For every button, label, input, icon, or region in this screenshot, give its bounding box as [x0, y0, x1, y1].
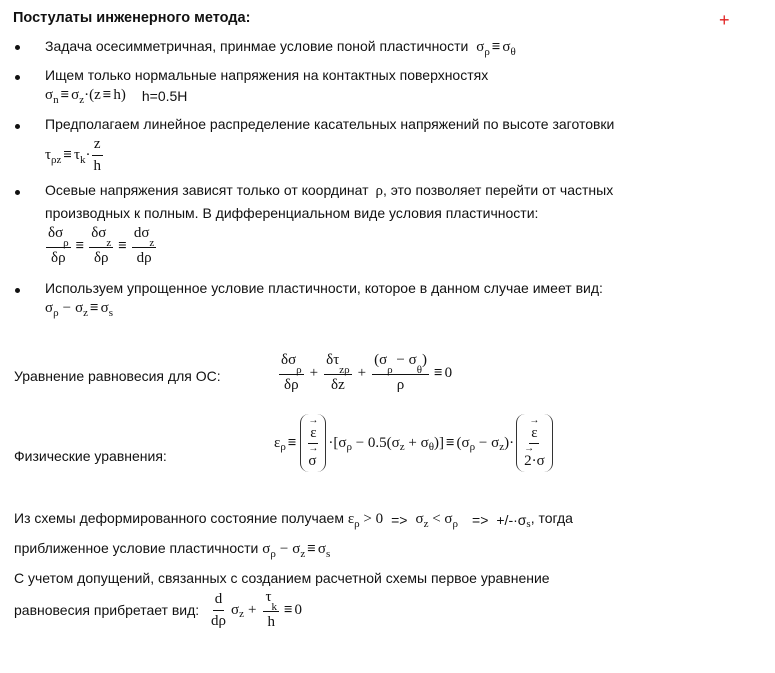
eq-token: δτ: [326, 352, 340, 368]
eq-token: 2·σ: [524, 453, 545, 469]
eq-token: ρz: [51, 153, 62, 166]
eq-token: ρ: [469, 441, 476, 453]
eq-token: ≡: [102, 87, 112, 103]
eq-token: ρ: [346, 441, 352, 453]
equilibrium-label: Уравнение равновесия для ОС:: [14, 368, 221, 384]
eq-token: dρ: [211, 612, 226, 629]
eq-token: −: [62, 300, 72, 316]
eq-token: s: [526, 517, 531, 530]
equation-shear-distribution: [45, 136, 104, 175]
bullet-item-3: Предполагаем линейное распределение касательных напряжений по высоте заготовки: [45, 116, 615, 132]
eq-token: ρ: [396, 377, 405, 393]
bullet-item-5: Используем упрощенное условие пластичности, которое в данном случае имеет вид:: [45, 280, 603, 296]
eq-token: σ: [45, 87, 54, 103]
eq-token: z: [423, 517, 429, 530]
eq-token: > 0: [363, 511, 384, 527]
eq-token: σ: [75, 300, 84, 316]
eq-token: )]: [433, 434, 444, 451]
eq-token: < σ: [432, 511, 453, 527]
eq-token: ε: [310, 425, 317, 441]
eq-token: ρ: [354, 517, 360, 530]
eq-token: ε: [531, 425, 538, 441]
eq-token: σ: [45, 300, 54, 316]
eq-token: θ: [510, 45, 516, 58]
eq-token: z: [499, 441, 505, 453]
eq-token: z: [106, 237, 112, 249]
eq-token: z: [92, 136, 103, 156]
bullet-icon: [15, 45, 20, 50]
eq-token: τ: [73, 147, 80, 163]
eq-token: ρ: [53, 306, 59, 319]
eq-token: τ: [265, 589, 272, 605]
eq-token: − σ: [478, 434, 500, 451]
vector-arrow-icon: →: [308, 415, 319, 426]
eq-token: s: [108, 306, 113, 319]
eq-token: dσ: [133, 225, 150, 241]
eq-token: ρ: [296, 364, 302, 376]
bullet-icon: [15, 124, 20, 129]
eq-token: z: [399, 441, 405, 453]
vector-arrow-icon: →: [524, 443, 535, 454]
eq-token: k: [80, 153, 86, 166]
eq-token: δσ: [48, 225, 64, 241]
eq-token: 0: [294, 601, 303, 618]
eq-token: =>: [391, 511, 408, 528]
eq-token: δσ: [281, 352, 297, 368]
eq-token: σ: [71, 87, 80, 103]
eq-token: ≡: [283, 601, 293, 618]
equation-physical: [274, 414, 555, 472]
eq-token: ≡: [434, 364, 443, 381]
eq-token: h: [93, 158, 101, 174]
eq-token: ε: [274, 434, 281, 451]
eq-token: − σ: [396, 352, 417, 368]
eq-token: σ: [231, 601, 240, 618]
equation-differential-plasticity: [43, 225, 159, 267]
eq-token: ·: [85, 147, 91, 163]
eq-token: + σ: [408, 434, 429, 451]
eq-token: )·: [504, 434, 515, 451]
eq-token: z: [79, 93, 85, 106]
eq-token: +: [357, 364, 367, 381]
eq-token: h: [267, 614, 275, 630]
eq-token: ρ: [484, 45, 490, 58]
equation-final-equilibrium: [206, 589, 302, 631]
eq-token: +: [247, 601, 257, 618]
eq-token: θ: [416, 364, 422, 376]
eq-token: ·(z: [84, 87, 101, 103]
eq-token: ≡: [63, 147, 72, 163]
eq-token: σ: [100, 300, 109, 316]
bullet-icon: [15, 288, 20, 293]
eq-token: σ: [308, 453, 317, 469]
eq-token: ρ: [270, 547, 276, 560]
eq-token: σ: [292, 541, 301, 557]
eq-token: n: [53, 93, 59, 106]
equation-simplified-plasticity: [45, 300, 113, 317]
crosshair-cursor-icon: +: [719, 10, 730, 30]
bullet-item-1: [45, 38, 516, 56]
eq-token: δσ: [91, 225, 107, 241]
eq-token: ρ: [452, 517, 459, 530]
eq-token: δρ: [51, 250, 66, 266]
eq-token: ): [422, 352, 427, 368]
eq-token: =>: [472, 511, 489, 528]
eq-token: ·: [328, 434, 334, 451]
eq-token: ≡: [118, 237, 127, 254]
equation-normal-stress: [45, 87, 187, 104]
eq-token: +: [309, 364, 319, 381]
eq-token: ≡: [75, 237, 85, 254]
equation-deformation-condition: [348, 511, 531, 528]
eq-token: τ: [45, 147, 52, 163]
eq-token: ρ: [280, 441, 286, 453]
equation-equilibrium: [276, 352, 452, 394]
paragraph-equilibrium-form: равновесия прибретает вид:: [14, 602, 200, 618]
eq-token: z: [239, 608, 244, 620]
eq-token: ρ: [387, 364, 393, 376]
eq-token: ≡: [60, 87, 70, 103]
eq-token: σ: [262, 541, 271, 557]
equation-full-plasticity: [476, 39, 516, 56]
eq-token: h): [113, 87, 126, 103]
bullet-text: , это позволяет перейти от частных: [382, 182, 614, 198]
equation-approx-plasticity: [262, 541, 330, 558]
eq-token: σ: [502, 39, 511, 55]
eq-token: d: [213, 591, 225, 611]
bullet-icon: [15, 75, 20, 80]
bullet-text: Осевые напряжения зависят только от координат: [45, 182, 369, 198]
eq-token: δz: [331, 377, 345, 393]
eq-token: ≡: [90, 300, 99, 316]
vector-arrow-icon: →: [308, 443, 319, 454]
eq-token: − 0.5(σ: [355, 434, 400, 451]
eq-token: ρ: [63, 237, 69, 249]
eq-token: z: [149, 237, 155, 249]
section-title: Постулаты инженерного метода:: [13, 10, 251, 26]
eq-token: 0: [444, 364, 453, 381]
paragraph-text: приближенное условие пластичности: [14, 540, 259, 556]
bullet-item-2: Ищем только нормальные напряжения на контактных поверхностях: [45, 67, 489, 83]
eq-token: σ: [317, 541, 326, 557]
vector-arrow-icon: →: [529, 415, 540, 426]
physical-equations-label: Физические уравнения:: [14, 448, 167, 464]
paragraph-text: , тогда: [530, 510, 573, 526]
eq-token: (σ: [456, 434, 470, 451]
eq-token: θ: [428, 441, 434, 453]
eq-token: z: [300, 547, 306, 560]
eq-token: δρ: [93, 250, 109, 266]
paragraph-deformation: [14, 510, 573, 528]
eq-token: ρ: [375, 183, 383, 199]
eq-token: dρ: [136, 250, 152, 266]
eq-token: h=0.5H: [141, 87, 188, 104]
bullet-icon: [15, 190, 20, 195]
eq-token: [σ: [333, 434, 347, 451]
eq-token: s: [325, 547, 331, 560]
bullet-item-4-line2: производных к полным. В дифференциальном виде условия пластичности:: [45, 205, 539, 221]
eq-token: z: [83, 306, 89, 319]
eq-token: ≡: [445, 434, 455, 451]
eq-token: +/-·σ: [496, 511, 527, 528]
eq-token: δρ: [284, 377, 299, 393]
eq-token: zρ: [339, 364, 350, 376]
bullet-item-4: [45, 182, 613, 200]
eq-token: ≡: [287, 434, 297, 451]
paragraph-text: Из схемы деформированного состояние получаем: [14, 510, 344, 526]
eq-token: ≡: [491, 39, 501, 55]
eq-token: k: [271, 601, 277, 613]
eq-token: ≡: [307, 541, 316, 557]
eq-token: σ: [415, 511, 424, 527]
paragraph-assumptions: С учетом допущений, связанных с созданием расчетной схемы первое уравнение: [14, 570, 550, 586]
eq-token: σ: [476, 39, 485, 55]
eq-token: ε: [347, 511, 355, 527]
bullet-text: Задача осесимметричная, принмае условие поной пластичности: [45, 38, 469, 54]
eq-token: (σ: [374, 352, 388, 368]
eq-token: −: [279, 541, 289, 557]
paragraph-approx-plasticity: [14, 540, 330, 558]
